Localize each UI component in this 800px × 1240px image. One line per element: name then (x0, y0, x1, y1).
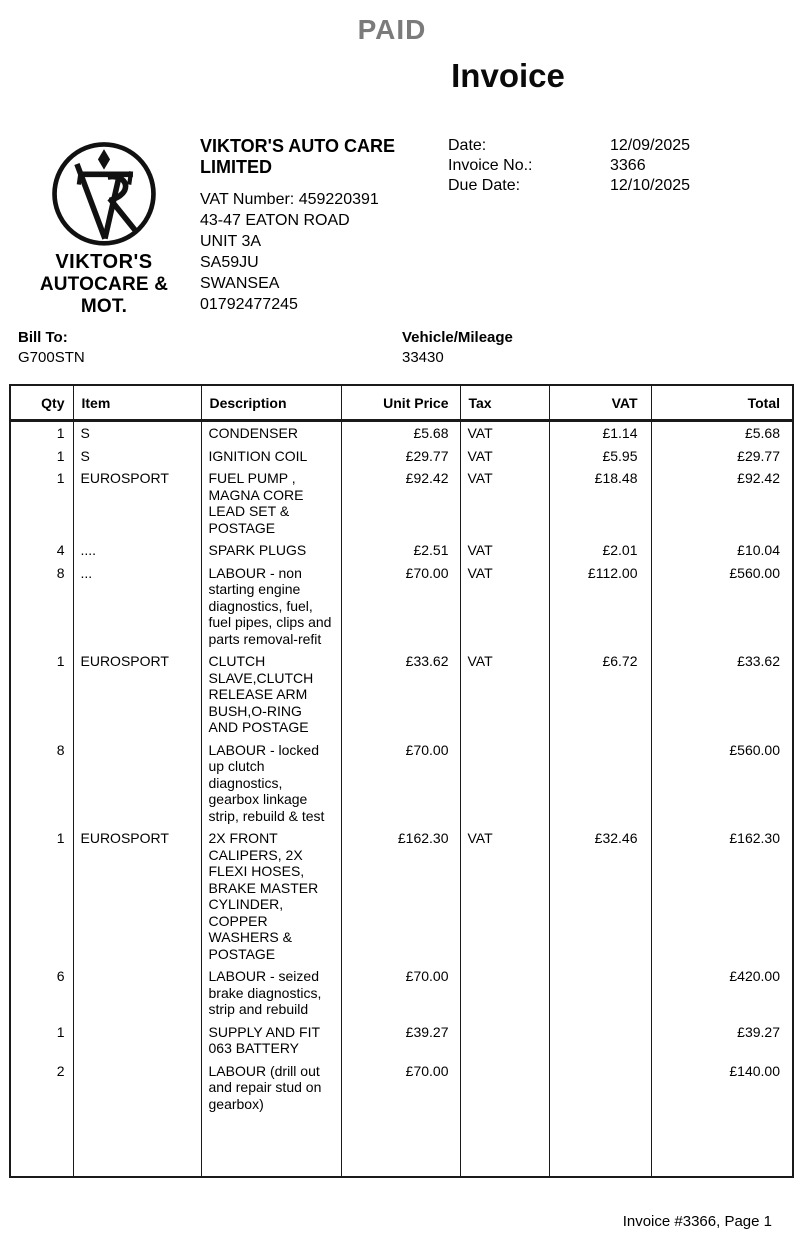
cell-qty: 1 (56, 425, 65, 441)
viktors-logo-icon (28, 136, 180, 248)
bill-to-label: Bill To: (18, 329, 68, 346)
cell-item: EUROSPORT (73, 467, 201, 539)
column-header-tax: Tax (460, 385, 549, 421)
empty-cell (201, 1115, 341, 1177)
cell-qty: 4 (56, 542, 65, 558)
cell-item: .... (73, 539, 201, 562)
table-row (10, 539, 793, 562)
cell-total: £420.00 (651, 965, 793, 1021)
meta-row-invoice-no (448, 156, 690, 176)
line-items-table (9, 384, 794, 1178)
company-name: VIKTOR'S AUTO CARE LIMITED (200, 136, 395, 177)
invoice-no-label: Invoice No.: (448, 157, 533, 174)
cell-qty: 1 (56, 470, 65, 486)
cell-vat (549, 1021, 651, 1060)
column-header-item: Item (73, 385, 201, 421)
cell-total: £29.77 (651, 445, 793, 468)
empty-cell (549, 1115, 651, 1177)
cell-description: LABOUR - non starting engine diagnostics, fuel, fuel pipes, clips and parts removal-refit (201, 562, 341, 651)
cell-item: EUROSPORT (73, 827, 201, 965)
cell-total: £140.00 (651, 1060, 793, 1116)
cell-item: S (73, 421, 201, 445)
cell-description: LABOUR - locked up clutch diagnostics, gearbox linkage strip, rebuild & test (201, 739, 341, 828)
company-address-line2: UNIT 3A (200, 233, 262, 250)
column-header-total: Total (651, 385, 793, 421)
cell-tax: VAT (460, 421, 549, 445)
cell-qty: 1 (56, 1023, 65, 1040)
logo-text-line1: VIKTOR'S (55, 251, 153, 273)
table-header (10, 385, 793, 421)
company-postcode: SA59JU (200, 254, 259, 271)
date-value: 12/09/2025 (610, 137, 691, 154)
bill-to-block (18, 328, 85, 368)
empty-cell (460, 1115, 549, 1177)
company-vat-number: VAT Number: 459220391 (200, 191, 379, 208)
cell-total: £162.30 (651, 827, 793, 965)
invoice-no-value: 3366 (610, 157, 646, 174)
cell-unit_price: £39.27 (341, 1021, 460, 1060)
logo-text-line2: AUTOCARE & MOT. (39, 274, 169, 317)
cell-vat: £32.46 (549, 827, 651, 965)
cell-unit_price: £162.30 (341, 827, 460, 965)
cell-vat: £112.00 (549, 562, 651, 651)
column-header-description: Description (201, 385, 341, 421)
table-row (10, 965, 793, 1021)
cell-unit_price: £70.00 (341, 739, 460, 828)
cell-total: £5.68 (651, 421, 793, 445)
table-row (10, 421, 793, 445)
cell-unit_price: £33.62 (341, 650, 460, 739)
table-row (10, 827, 793, 965)
cell-qty: 2 (56, 1062, 65, 1079)
cell-unit_price: £92.42 (341, 467, 460, 539)
cell-qty: 1 (56, 447, 65, 464)
cell-description: SUPPLY AND FIT 063 BATTERY (201, 1021, 341, 1060)
table-row (10, 1060, 793, 1116)
cell-vat: £5.95 (549, 445, 651, 468)
company-phone: 01792477245 (200, 296, 298, 313)
due-date-label: Due Date: (448, 177, 521, 194)
cell-total: £10.04 (651, 539, 793, 562)
empty-cell (10, 1115, 73, 1177)
cell-description: LABOUR (drill out and repair stud on gearbox) (201, 1060, 341, 1116)
page-footer: Invoice #3366, Page 1 (622, 1213, 772, 1230)
cell-tax: VAT (460, 467, 549, 539)
table-row (10, 739, 793, 828)
cell-description: CONDENSER (201, 421, 341, 445)
cell-unit_price: £70.00 (341, 965, 460, 1021)
cell-item: S (73, 445, 201, 468)
empty-filler-row (10, 1115, 793, 1177)
table-row (10, 562, 793, 651)
cell-description: 2X FRONT CALIPERS, 2X FLEXI HOSES, BRAKE MASTER CYLINDER, COPPER WASHERS & POSTAGE (201, 827, 341, 965)
cell-qty: 8 (56, 564, 65, 581)
table-row (10, 1021, 793, 1060)
cell-item (73, 1021, 201, 1060)
cell-tax: VAT (460, 445, 549, 468)
invoice-meta (448, 136, 690, 196)
vehicle-mileage-label: Vehicle/Mileage (402, 329, 513, 346)
cell-qty: 1 (56, 830, 65, 846)
cell-unit_price: £2.51 (341, 539, 460, 562)
table-row (10, 445, 793, 468)
company-logo (28, 136, 180, 318)
cell-item: EUROSPORT (73, 650, 201, 739)
cell-vat (549, 739, 651, 828)
cell-description: SPARK PLUGS (201, 539, 341, 562)
bill-to-value: G700STN (18, 349, 85, 366)
column-header-qty: Qty (10, 385, 73, 421)
due-date-value: 12/10/2025 (610, 177, 691, 194)
empty-cell (651, 1115, 793, 1177)
vehicle-mileage-value: 33430 (402, 349, 444, 366)
table-row (10, 650, 793, 739)
cell-tax (460, 1021, 549, 1060)
cell-qty: 6 (56, 968, 65, 984)
cell-unit_price: £5.68 (341, 421, 460, 445)
cell-total: £560.00 (651, 562, 793, 651)
company-address-line1: 43-47 EATON ROAD (200, 212, 350, 229)
cell-item (73, 965, 201, 1021)
cell-vat: £18.48 (549, 467, 651, 539)
cell-qty: 1 (56, 653, 65, 669)
company-info (200, 136, 418, 315)
vehicle-mileage-block (402, 328, 513, 368)
cell-item (73, 739, 201, 828)
cell-tax: VAT (460, 562, 549, 651)
cell-tax: VAT (460, 827, 549, 965)
cell-vat: £2.01 (549, 539, 651, 562)
meta-row-due-date (448, 176, 690, 196)
empty-cell (73, 1115, 201, 1177)
cell-total: £33.62 (651, 650, 793, 739)
cell-description: IGNITION COIL (201, 445, 341, 468)
cell-total: £560.00 (651, 739, 793, 828)
meta-row-date (448, 136, 690, 156)
cell-vat: £1.14 (549, 421, 651, 445)
page-title: Invoice (451, 57, 565, 94)
paid-stamp: PAID (357, 14, 427, 45)
cell-unit_price: £70.00 (341, 1060, 460, 1116)
cell-description: LABOUR - seized brake diagnostics, strip and rebuild (201, 965, 341, 1021)
cell-vat: £6.72 (549, 650, 651, 739)
cell-item: ... (73, 562, 201, 651)
cell-total: £92.42 (651, 467, 793, 539)
cell-tax (460, 965, 549, 1021)
cell-item (73, 1060, 201, 1116)
cell-total: £39.27 (651, 1021, 793, 1060)
company-city: SWANSEA (200, 275, 280, 292)
cell-vat (549, 965, 651, 1021)
cell-qty: 8 (56, 741, 65, 758)
column-header-unit_price: Unit Price (341, 385, 460, 421)
empty-cell (341, 1115, 460, 1177)
date-label: Date: (448, 137, 487, 154)
cell-description: CLUTCH SLAVE,CLUTCH RELEASE ARM BUSH,O-RING AND POSTAGE (201, 650, 341, 739)
cell-unit_price: £70.00 (341, 562, 460, 651)
cell-tax (460, 739, 549, 828)
cell-vat (549, 1060, 651, 1116)
cell-description: FUEL PUMP , MAGNA CORE LEAD SET & POSTAGE (201, 467, 341, 539)
cell-unit_price: £29.77 (341, 445, 460, 468)
cell-tax (460, 1060, 549, 1116)
table-row (10, 467, 793, 539)
cell-tax: VAT (460, 650, 549, 739)
column-header-vat: VAT (549, 385, 651, 421)
cell-tax: VAT (460, 539, 549, 562)
